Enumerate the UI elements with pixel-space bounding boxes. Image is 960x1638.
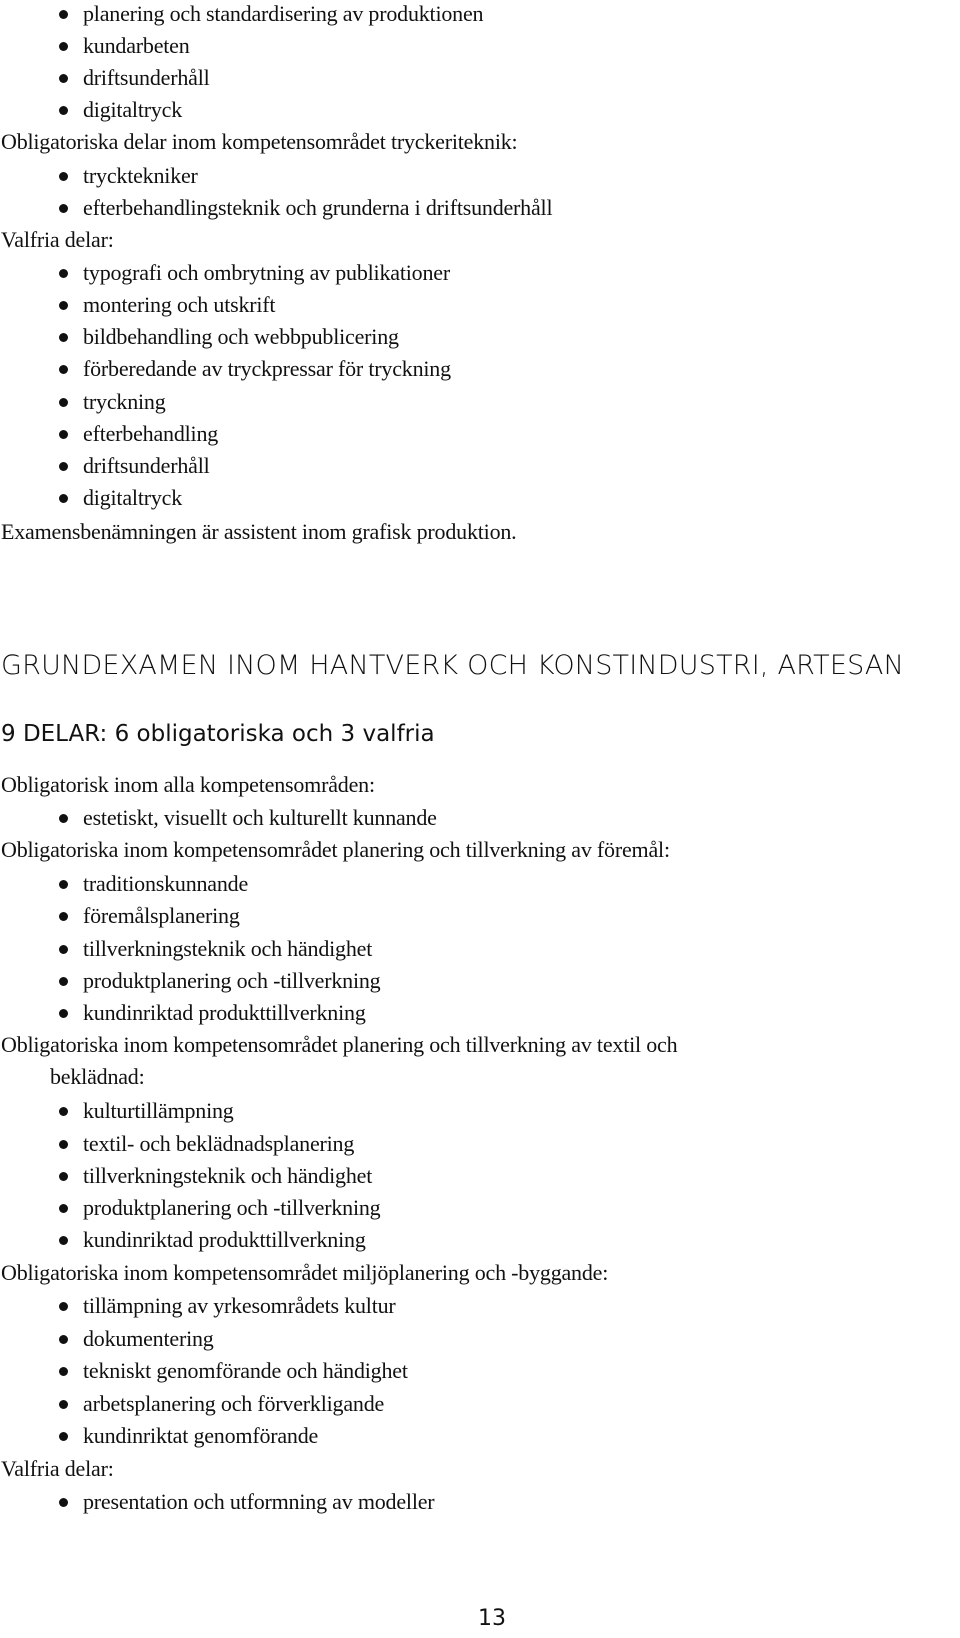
list-item: traditionskunnande xyxy=(83,871,249,896)
degree-title: Examensbenämningen är assistent inom grafisk produktion. xyxy=(1,519,517,544)
section-heading: GRUNDEXAMEN INOM HANTVERK OCH KONSTINDUSTRI, ARTESAN xyxy=(1,650,904,681)
section-subheading: 9 DELAR: 6 obligatoriska och 3 valfria xyxy=(1,721,435,747)
list-item: förberedande av tryckpressar för tryckning xyxy=(83,356,451,381)
list-item: typografi och ombrytning av publikationer xyxy=(83,260,450,285)
list-item: föremålsplanering xyxy=(83,903,240,928)
list-item: digitaltryck xyxy=(83,97,183,122)
list-item: tryckning xyxy=(83,389,166,414)
list-item: bildbehandling och webbpublicering xyxy=(83,324,399,349)
list-item: montering och utskrift xyxy=(83,292,276,317)
list-item: tillverkningsteknik och händighet xyxy=(83,1163,373,1188)
list-item: kundinriktat genomförande xyxy=(83,1423,319,1448)
list-item: textil- och beklädnadsplanering xyxy=(83,1131,355,1156)
list-item: digitaltryck xyxy=(83,485,183,510)
list-item: arbetsplanering och förverkligande xyxy=(83,1391,385,1416)
obligatory-all-label: Obligatorisk inom alla kompetensområden: xyxy=(1,772,375,797)
list-item: dokumentering xyxy=(83,1326,214,1351)
list-item: driftsunderhåll xyxy=(83,65,210,90)
list-item: estetiskt, visuellt och kulturellt kunnande xyxy=(83,805,437,830)
list-item: produktplanering och -tillverkning xyxy=(83,968,381,993)
page-number: 13 xyxy=(478,1606,506,1631)
obligatory-textile-label: Obligatoriska inom kompetensområdet planering och tillverkning av textil och xyxy=(1,1032,678,1057)
list-item: kundinriktad produkttillverkning xyxy=(83,1227,366,1252)
optional-label: Valfria delar: xyxy=(1,1456,114,1481)
list-item: presentation och utformning av modeller xyxy=(83,1489,435,1514)
obligatory-textile-label-cont: beklädnad: xyxy=(50,1064,145,1089)
list-item: efterbehandling xyxy=(83,421,219,446)
obligatory-environment-label: Obligatoriska inom kompetensområdet miljöplanering och -byggande: xyxy=(1,1260,609,1285)
obligatory-objects-label: Obligatoriska inom kompetensområdet planering och tillverkning av föremål: xyxy=(1,837,670,862)
list-item: tekniskt genomförande och händighet xyxy=(83,1358,408,1383)
obligatory-label: Obligatoriska delar inom kompetensområdet tryckeriteknik: xyxy=(1,129,518,154)
list-item: planering och standardisering av produktionen xyxy=(83,1,484,26)
list-item: produktplanering och -tillverkning xyxy=(83,1195,381,1220)
list-item: driftsunderhåll xyxy=(83,453,210,478)
list-item: tillämpning av yrkesområdets kultur xyxy=(83,1293,396,1318)
list-item: trycktekniker xyxy=(83,163,198,188)
list-item: efterbehandlingsteknik och grunderna i driftsunderhåll xyxy=(83,195,553,220)
list-item: kulturtillämpning xyxy=(83,1098,234,1123)
list-item: kundinriktad produkttillverkning xyxy=(83,1000,366,1025)
list-item: tillverkningsteknik och händighet xyxy=(83,936,373,961)
list-item: kundarbeten xyxy=(83,33,190,58)
optional-label: Valfria delar: xyxy=(1,227,114,252)
